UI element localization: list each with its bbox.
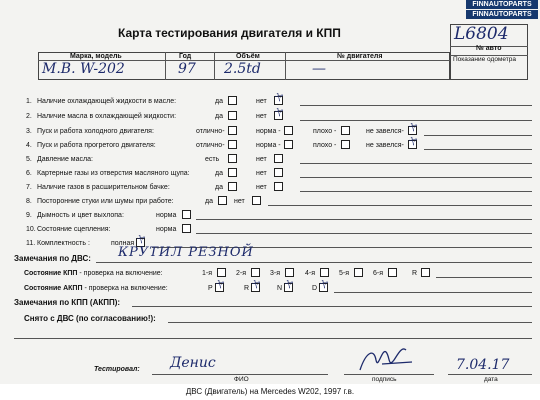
checkbox-yes[interactable]	[228, 154, 237, 163]
checkbox-yes[interactable]	[218, 196, 227, 205]
check-mark-icon: ヤ	[408, 137, 418, 148]
signature-icon	[356, 342, 416, 376]
gear-label: 4-я	[305, 270, 316, 277]
vehicle-engine-no: —	[312, 61, 326, 77]
gear-label: 2-я	[236, 270, 247, 277]
checkbox-no[interactable]	[252, 196, 261, 205]
odometer-label: Показание одометра	[453, 56, 517, 63]
dvs-remarks-label: Замечания по ДВС:	[14, 254, 91, 263]
signature-caption: подпись	[372, 376, 397, 383]
header-volume: Объём	[236, 53, 260, 60]
checkbox-yes[interactable]	[228, 111, 237, 120]
akpp-row	[24, 284, 168, 293]
photo-caption: ДВС (Двигатель) на Mercedes W202, 1997 г.в.	[185, 387, 355, 396]
option-label: не завелся-	[366, 142, 404, 149]
checkbox-yes[interactable]	[228, 168, 237, 177]
watermark-line: FINNAUTOPARTS	[466, 0, 538, 9]
checkbox-normal[interactable]	[182, 224, 191, 233]
item-label: Комплектность :	[37, 240, 90, 247]
check-mark-icon: ヤ	[274, 108, 284, 119]
check-mark-icon: ヤ	[136, 235, 146, 246]
checkbox-gear[interactable]	[320, 268, 329, 277]
kpp-label: Состояние КПП	[24, 270, 78, 277]
option-label: нет	[256, 184, 267, 191]
item-number: 5.	[26, 156, 32, 163]
option-label: норма -	[256, 142, 281, 149]
item-number: 6.	[26, 170, 32, 177]
akpp-remarks-label: Замечания по КПП (АКПП):	[14, 298, 121, 307]
option-label: не завелся-	[366, 128, 404, 135]
checkbox-normal[interactable]	[284, 126, 293, 135]
watermark-line: FINNAUTOPARTS	[466, 10, 538, 19]
checkbox-bad[interactable]	[341, 140, 350, 149]
test-date: 7.04.17	[456, 357, 510, 373]
check-mark-icon: ヤ	[215, 280, 225, 291]
item-number: 11.	[26, 240, 36, 247]
option-label: да	[215, 98, 223, 105]
option-label: да	[215, 170, 223, 177]
header-engine-no: № двигателя	[337, 53, 383, 60]
gear-label: 3-я	[270, 270, 281, 277]
dvs-remarks-value: КРУТИЛ РЕЗНОЙ	[118, 245, 254, 260]
item-label: Картерные газы из отверстия масляного щупа:	[37, 170, 190, 177]
auto-number-value: L6804	[454, 24, 509, 44]
vehicle-year: 97	[178, 61, 196, 77]
item-number: 4.	[26, 142, 32, 149]
check-mark-icon: ヤ	[251, 280, 261, 291]
akpp-label: Состояние АКПП	[24, 285, 83, 292]
item-label: Пуск и работа холодного двигателя:	[37, 128, 154, 135]
gear-label: D	[312, 285, 318, 292]
check-mark-icon: ヤ	[274, 93, 284, 104]
option-label: норма	[156, 212, 177, 219]
item-number: 7.	[26, 184, 32, 191]
item-label: Давление масла:	[37, 156, 93, 163]
card-title: Карта тестирования двигателя и КПП	[118, 26, 341, 40]
tester-name: Денис	[170, 355, 216, 371]
option-label: плохо -	[313, 128, 337, 135]
item-number: 1.	[26, 98, 32, 105]
checkbox-bad[interactable]	[341, 126, 350, 135]
item-number: 10.	[26, 226, 36, 233]
item-label: Наличие газов в расширительном бачке:	[37, 184, 170, 191]
checkbox-yes[interactable]	[228, 96, 237, 105]
kpp-row	[24, 269, 163, 278]
check-mark-icon: ヤ	[408, 123, 418, 134]
gear-label: R	[244, 285, 250, 292]
checkbox-normal[interactable]	[284, 140, 293, 149]
item-label: Наличие масла в охлаждающей жидкости:	[37, 113, 177, 120]
checkbox-yes[interactable]	[228, 182, 237, 191]
item-label: Посторонние стуки или шумы при работе:	[37, 198, 174, 205]
option-label: отлично-	[196, 142, 225, 149]
checkbox-excellent[interactable]	[228, 126, 237, 135]
removed-label: Снято с ДВС (по согласованию!):	[24, 314, 156, 323]
gear-label: 6-я	[373, 270, 384, 277]
fio-caption: ФИО	[234, 376, 249, 383]
gear-label: P	[208, 285, 213, 292]
item-number: 9.	[26, 212, 32, 219]
item-label: Дымность и цвет выхлопа:	[37, 212, 124, 219]
option-label: да	[205, 198, 213, 205]
item-label: Состояние сцепления:	[37, 226, 111, 233]
watermark	[466, 0, 538, 20]
header-make: Марка, модель	[70, 53, 122, 60]
checkbox-gear[interactable]	[217, 268, 226, 277]
item-label: Пуск и работа прогретого двигателя:	[37, 142, 156, 149]
option-label: да	[215, 113, 223, 120]
checkbox-gear[interactable]	[251, 268, 260, 277]
item-label: Наличие охлаждающей жидкости в масле:	[37, 98, 177, 105]
option-label: есть	[205, 156, 220, 163]
gear-label: N	[277, 285, 283, 292]
option-label: норма -	[256, 128, 281, 135]
date-caption: дата	[484, 376, 498, 383]
item-number: 3.	[26, 128, 32, 135]
checkbox-excellent[interactable]	[228, 140, 237, 149]
option-label: нет	[256, 156, 267, 163]
kpp-desc: - проверка на включение:	[77, 270, 163, 277]
checkbox-gear[interactable]	[388, 268, 397, 277]
gear-label: 1-я	[202, 270, 213, 277]
option-label: плохо -	[313, 142, 337, 149]
checkbox-no[interactable]	[274, 182, 283, 191]
option-label: да	[215, 184, 223, 191]
check-mark-icon: ヤ	[284, 280, 294, 291]
checkbox-no[interactable]	[274, 154, 283, 163]
gear-label: 5-я	[339, 270, 350, 277]
item-number: 8.	[26, 198, 32, 205]
tested-label: Тестировал:	[94, 366, 140, 373]
option-label: норма	[156, 226, 177, 233]
gear-label: R	[412, 270, 418, 277]
option-label: нет	[256, 98, 267, 105]
akpp-desc: - проверка на включение:	[82, 285, 168, 292]
option-label: нет	[256, 170, 267, 177]
checkbox-gear[interactable]	[421, 268, 430, 277]
vehicle-volume: 2.5td	[224, 61, 261, 77]
checkbox-gear[interactable]	[285, 268, 294, 277]
checkbox-gear[interactable]	[354, 268, 363, 277]
option-label: нет	[234, 198, 245, 205]
option-label: отлично-	[196, 128, 225, 135]
checkbox-normal[interactable]	[182, 210, 191, 219]
auto-number-label: № авто	[476, 45, 502, 52]
vehicle-make: M.B. W-202	[42, 61, 125, 77]
item-number: 2.	[26, 113, 32, 120]
check-mark-icon: ヤ	[319, 280, 329, 291]
option-label: нет	[256, 113, 267, 120]
option-label: полная	[111, 240, 135, 247]
checkbox-no[interactable]	[274, 168, 283, 177]
header-year: Год	[179, 53, 192, 60]
